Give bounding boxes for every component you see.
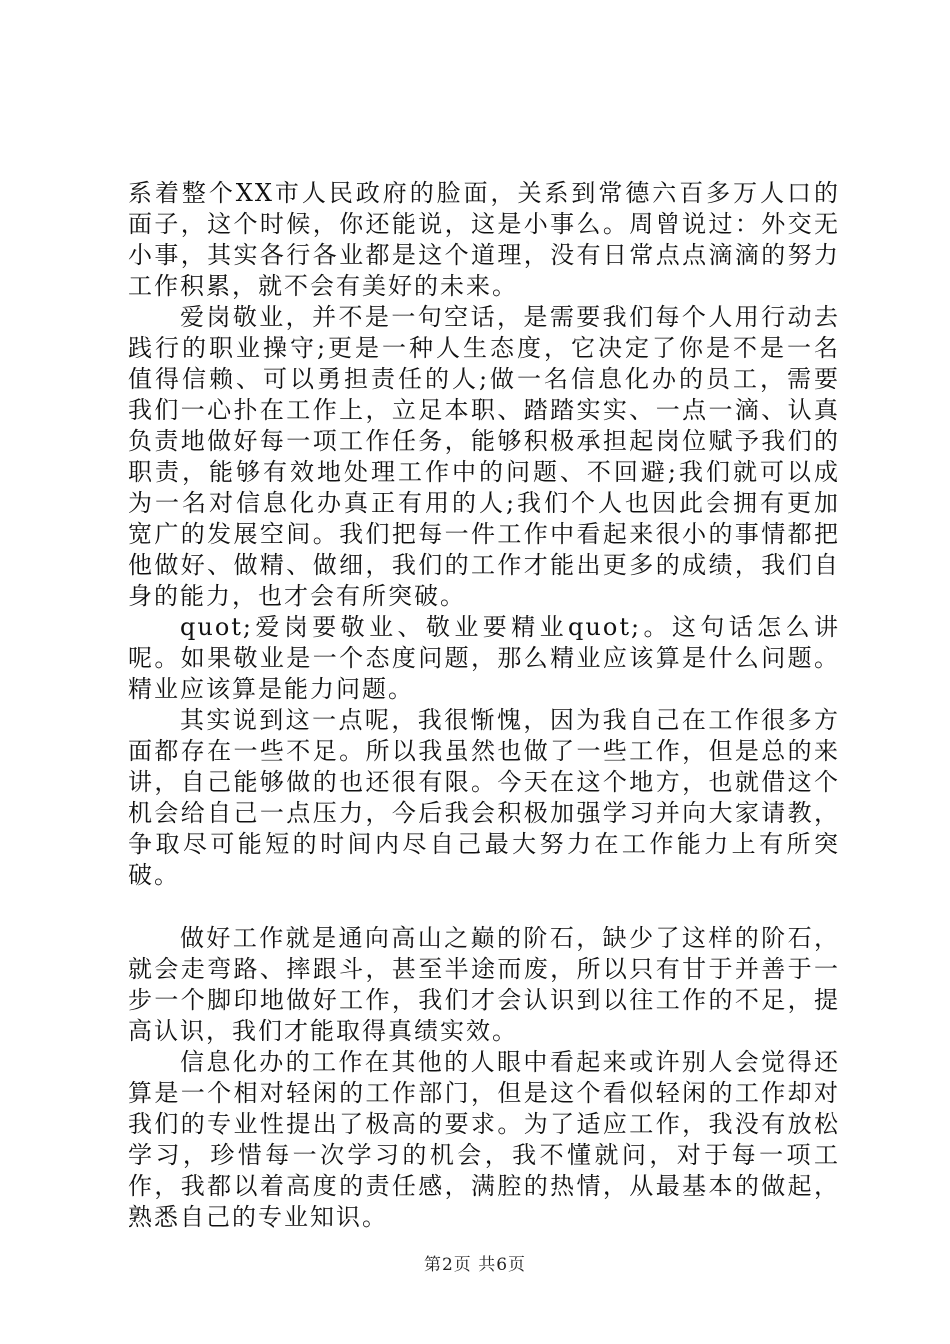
- page-number-footer: 第2页 共6页: [423, 1255, 527, 1275]
- paragraph-4: 其实说到这一点呢，我很惭愧，因为我自己在工作很多方面都存在一些不足。所以我虽然也做了一些工作，但是总的来讲，自己能够做的也还很有限。今天在这个地方，也就借这个机会给自己一点压力，今后我会积极加强学习并向大家请教，争取尽可能短的时间内尽自己最大努力在工作能力上有所突破。: [128, 706, 840, 889]
- paragraph-gap: [128, 891, 840, 923]
- paragraph-6: 信息化办的工作在其他的人眼中看起来或许别人会觉得还算是一个相对轻闲的工作部门，但是这个看似轻闲的工作却对我们的专业性提出了极高的要求。为了适应工作，我没有放松学习，珍惜每一次学习的机会，我不懂就问，对于每一项工作，我都以着高度的责任感，满腔的热情，从最基本的做起，熟悉自己的专业知识。: [128, 1048, 840, 1231]
- document-body: [128, 178, 840, 1233]
- paragraph-3: quot;爱岗要敬业、敬业要精业quot;。这句话怎么讲呢。如果敬业是一个态度问题，那么精业应该算是什么问题。精业应该算是能力问题。: [128, 613, 840, 703]
- paragraph-2: 爱岗敬业，并不是一句空话，是需要我们每个人用行动去践行的职业操守;更是一种人生态度，它决定了你是不是一名值得信赖、可以勇担责任的人;做一名信息化办的员工，需要我们一心扑在工作上，立足本职、踏踏实实、一点一滴、认真负责地做好每一项工作任务，能够积极承担起岗位赋予我们的职责，能够有效地处理工作中的问题、不回避;我们就可以成为一名对信息化办真正有用的人;我们个人也因此会拥有更加宽广的发展空间。我们把每一件工作中看起来很小的事情都把他做好、做精、做细，我们的工作才能出更多的成绩，我们自身的能力，也才会有所突破。: [128, 303, 840, 610]
- paragraph-5: 做好工作就是通向高山之巅的阶石，缺少了这样的阶石，就会走弯路、摔跟斗，甚至半途而废，所以只有甘于并善于一步一个脚印地做好工作，我们才会认识到以往工作的不足，提高认识，我们才能取得真绩实效。: [128, 924, 840, 1045]
- paragraph-1: 系着整个XX市人民政府的脸面，关系到常德六百多万人口的面子，这个时候，你还能说，这是小事么。周曾说过：外交无小事，其实各行各业都是这个道理，没有日常点点滴滴的努力工作积累，就不会有美好的未来。: [128, 179, 840, 300]
